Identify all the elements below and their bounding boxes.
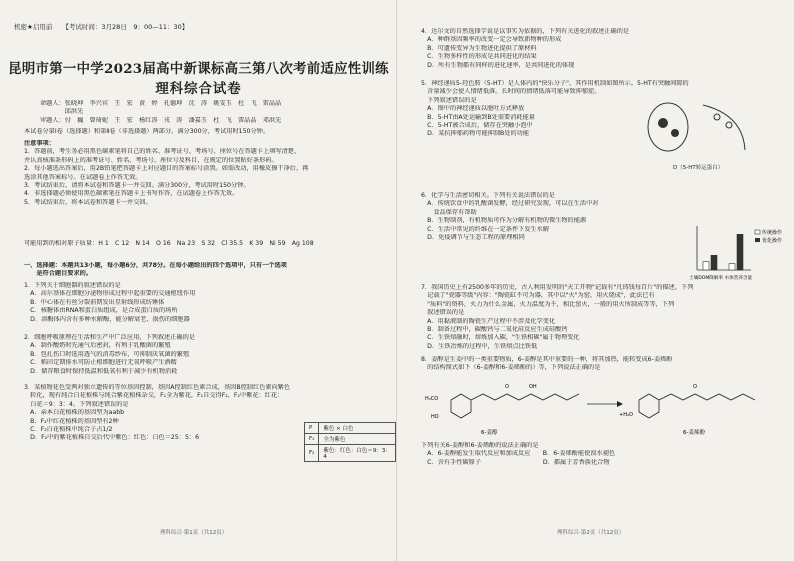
question-7: 7．我国历史上有2500多年的历史，古人利用发明的"天工开物"记载有"凡铸钱每百斤"的描述，下列 记载了"瓷器等级"内容："陶瓷缸不可为器，其中以"火"为窑，用火烧成"，此法已有 "质料"的资料，火力为什么金属，火力温度为千，相比窑火，一般的用火所制成等等，下列 叙述错误的是 A．用黏液制的陶瓷生产过程中不涉及化学变化 B．制备过程中，碳酸钙与二氧化硅反应生成硅酸钙 C．生铁熔融时，熔炼加入碳，"生铁相碳"属于物理变化 D．生铁冶炼的过程中，生铁熔点比铁低 [421,284,694,350]
genetics-table: P 紫色 × 白色 F₁ 全为紫色 F₂ 紫色：红色：白色＝9：3：4 [304,422,396,462]
bar-0-0 [703,262,709,270]
question-6: 6．化学与生活密切相关。下列有关说法错误的是 A．传统饮食中的乳酸菌发酵，经过研究发现，可以在生活中对 食品保存有帮助 B．生物制剂，有机物质可作为分解有机物的微生物的能源 C．生活中常见的纤维在一定条件下发生水解 D．免疫调节与生态工程的原理相同 [421,192,599,242]
bar-0-1 [711,255,717,270]
legend-swatch-traditional [755,230,760,234]
question-4: 4．达尔文的自然选择学说是以事实为依据的，下列有关进化的叙述正确的是 A．种群基因频率的改变一定会导致新物种的形成 B．可遗传变异为生物进化提供了原材料 C．生物多样性的形成是共同进化的结果 D．所有生物都有同样的进化速率，是共同进化的体现 [421,28,630,69]
vesicle-icon [671,129,679,137]
molecule-label: 6-姜醇 [481,430,498,436]
cell-diagram-label: D（5-HT转运蛋白） [673,165,724,171]
svg-text:O: O [505,384,509,390]
question-3: 3．某植物花色受两对独立遗传的等位基因控制，基因A控制红色素合成，基因B控制红色素向紫色 转化，现有纯合白花植株与纯合紫花植株杂交，F₁全为紫花，F₁自交得F₂，F₂中紫花：红花： 白花＝9：3：4。下列叙述错误的是 A．亲本白花植株的基因型为aabb B．F₂中红花植株的基因型有2种 C．F₂白花植株中纯合子占1/2 D．F₂中的紫花植株自交后代中紫色：红色：白色＝25：5：6 [24,384,291,442]
svg-text:O: O [693,384,697,390]
svg-text:OH: OH [529,384,537,390]
page-right [397,0,794,561]
intro-text: 本试卷分第Ⅰ卷（选择题）和第Ⅱ卷（非选择题）两部分。满分300分，考试用时150分钟。 [24,128,270,135]
carbon-chain [659,394,755,400]
vesicle-icon [658,118,668,128]
question-8-options: 下列有关6-姜醇和6-姜烯酚的说法正确的是 A．6-姜醇能发生取代反应和加成反应 B．6-姜烯酚能使溴水褪色 C．含有手性碳原子 D．都属于芳香族化合物 [421,442,616,466]
presynaptic-terminal [648,103,688,151]
legend-swatch-optimized [755,238,760,242]
bar-1-0 [729,264,735,270]
exam-time: 【考试时间：3月28日 9：00—11：30】 [62,23,189,31]
postsynaptic-membrane [703,105,745,150]
question-8: 8．姜醇是生姜中的一类重要物质，6-姜醇是其中重要的一种，将其加热，能转变成6-姜烯酚 的结构简式如下（6-姜醇和6-姜烯酚的）等，下列说法正确的是 [421,356,673,372]
question-5: 5．神经递质5-羟色胺（5-HT）是人体内的"快乐分子"，其作用机制如图所示。5-HT有突触间隙的 含量减少会使人情绪低落。长时间的情绪低落可能导致抑郁症。 下列叙述错误的是 A．图中的神经递质以胞吐方式释放 B．5-HT由A处运输到B处需要消耗能量 C．5-HT被合成后，储存在突触小泡中 D．某抗抑郁药物可能抑制B处的功能 [421,80,689,138]
x-axis-label: 土壤DOM降解率 水体营养含量 [689,276,753,281]
secret-label: 机密★启用前 [14,23,53,31]
exam-header [14,23,188,31]
authors: 命题人：张晓坤 李兴宾 王 宏 黄 婷 孔德坤 沈 涛 姚雯玉 杜 飞 雷晶晶 邱洪先 审题人：付 巍 曾琦妮 王 宏 杨红涛 戎 涛 潘嘉玉 杜 飞 雷晶晶 邓洪先 [40,100,282,124]
legend-label: 优化操作 [762,238,783,244]
benzene-ring-icon [451,394,471,418]
exam-title: 昆明市第一中学2023届高中新课标高三第八次考前适应性训练 [8,61,389,77]
atomic-masses: 可能用到的相对原子质量：H 1 C 12 N 14 O 16 Na 23 S 32 Cl 35.5 K 39 Ni 59 Ag 108 [24,240,314,247]
page-footer-left: 理科综合·第1页（共12页） [160,530,228,536]
svg-text:HO: HO [431,414,439,420]
synapse-diagram [643,95,753,175]
exam-subtitle: 理科综合试卷 [155,81,242,97]
molecule-structures [421,378,781,440]
molecule-label: 6-姜烯酚 [683,430,705,436]
svg-text:H₃CO: H₃CO [425,396,439,402]
carbon-chain [471,394,579,400]
receptor-icon [714,114,720,120]
receptor-icon [726,122,732,128]
section1-heading: 一、选择题：本题共13小题，每小题6分，共78分。在每小题给出的四个选项中，只有一个选项 是符合题目要求的。 [24,262,287,278]
question-2: 2．细胞呼吸原理在生活和生产中广泛应用，下列叙述正确的是 A．制作酸奶时先通气后密封，有利于乳酸菌的繁殖 B．包扎伤口时选用透气的消毒纱布，可抑制厌氧菌的繁殖 C．稻田定期排水可防止根细胞进行无氧呼吸产生酒精 D．储存粮食时保持低温和低氧有利于减少有机物消耗 [24,334,195,375]
bar-1-1 [737,234,743,270]
svg-text:+H₂O: +H₂O [619,412,633,418]
question-1: 1．下列关于细胞器的叙述错误的是 A．高尔基体在细胞分泌物形成过程中起重要的交通枢纽作用 B．中心体在有丝分裂前期发出星射线形成纺锤体 C．核糖体由RNA和蛋白质组成，是合成蛋白质的场所 D．溶酶体内含有多种水解酶，能分解衰老、损伤的细胞器 [24,282,196,323]
page-footer-right: 理科综合·第2页（共12页） [557,530,625,536]
bar-chart [689,222,784,282]
legend-label: 传统操作 [762,230,783,236]
notice-section: 注意事项： 1．答题前，考生务必用黑色碳素笔将自己的姓名、准考证号、考场号、座位号在答题卡上填写清楚， 并认真核准条形码上的准考证号、姓名、考场号、座位号及科目，在规定的位置贴好条形码。 2．每小题选出答案后，用2B铅笔把答题卡上对应题目的答案标号涂黑。如需改动，用橡皮擦干净后，再 选涂其他答案标号。在试题卷上作答无效。 3．考试结束后，请将本试卷和答题卡一并交回。满分300分，考试用时150分钟。 4．非选择题必须使用黑色碳素笔在答题卡上书写作答，在试题卷上作答无效。 5．考试结束后，将本试卷和答题卡一并交回。 [24,140,309,206]
bars-group [703,234,743,270]
benzene-ring-icon [639,394,659,418]
